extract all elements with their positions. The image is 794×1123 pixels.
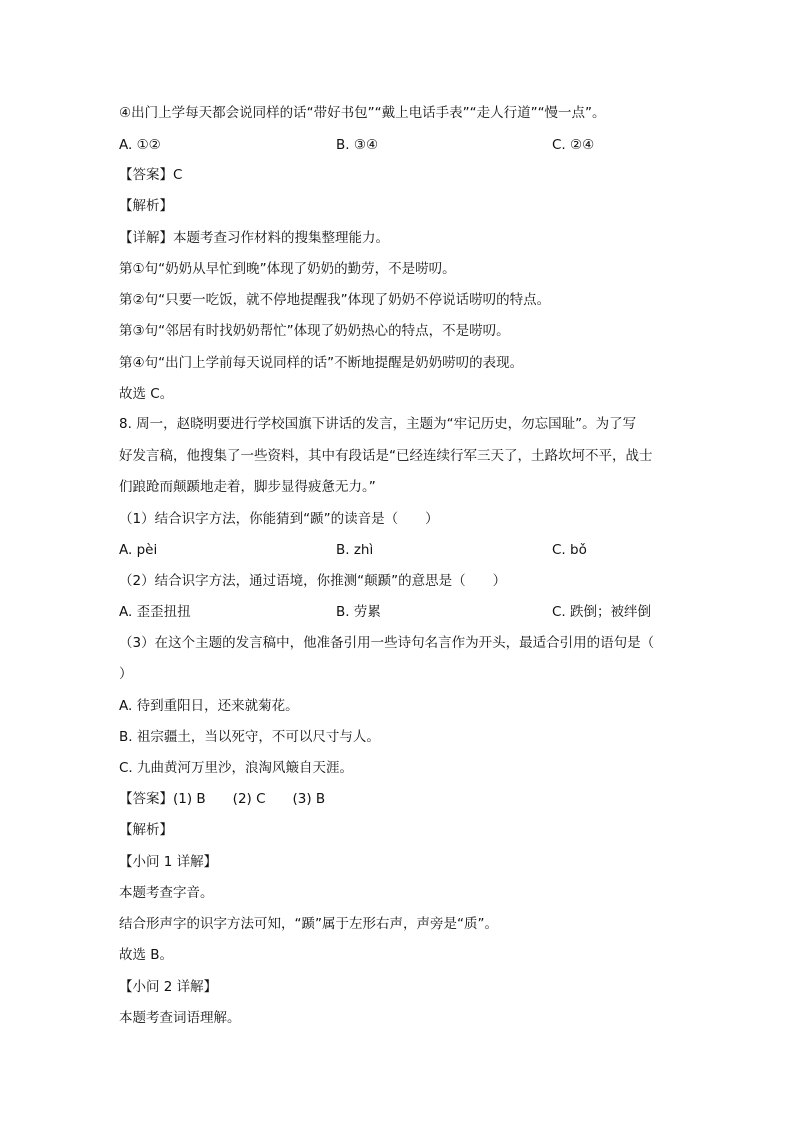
q7-detail: 【详解】本题考查习作材料的搜集整理能力。 [119,230,389,246]
q8-sub3-option-b: B. 祖宗疆土，当以死守，不可以尺寸与人。 [119,729,380,745]
q8-sub2-detail: 本题考查词语理解。 [119,1010,241,1026]
q8-stem-line: 8. 周一，赵晓明要进行学校国旗下讲话的发言，主题为“牢记历史，勿忘国耻”。为了写 [119,416,637,432]
q8-answer: 【答案】(1) B (2) C (3) B [119,791,326,807]
q7-option-b: B. ③④ [336,137,379,153]
q7-analysis-line: 第①句“奶奶从早忙到晚”体现了奶奶的勤劳，不是唠叨。 [119,261,456,277]
q8-sub1-question: （1）结合识字方法，你能猜到“踬”的读音是（ ） [119,511,439,527]
q8-sub1-conclusion: 故选 B。 [119,947,174,963]
q8-sub2-option-b: B. 劳累 [336,604,381,620]
q8-sub1-detail-line: 本题考查字音。 [119,885,214,901]
q7-option-c: C. ②④ [552,137,595,153]
q8-sub2-option-a: A. 歪歪扭扭 [119,604,191,620]
q8-sub3-question: （3）在这个主题的发言稿中，他准备引用一些诗句名言作为开头，最适合引用的语句是（ [119,635,655,651]
q8-sub2-option-c: C. 跌倒；被绊倒 [552,604,652,620]
q8-sub3-question-end: ） [119,666,133,682]
q8-sub1-option-a: A. pèi [119,542,158,558]
q7-answer: 【答案】C [119,167,183,183]
q8-sub1-option-b: B. zhì [336,542,374,558]
q8-stem-line: 好发言稿，他搜集了一些资料，其中有段话是“已经连续行军三天了，土路坎坷不平，战士 [119,448,653,464]
q8-sub1-detail-line: 结合形声字的识字方法可知，“踬”属于左形右声，声旁是“质”。 [119,916,498,932]
q8-sub1-option-c: C. bǒ [552,542,587,558]
q8-sub3-option-c: C. 九曲黄河万里沙，浪淘风簸自天涯。 [119,760,354,776]
q7-conclusion: 故选 C。 [119,386,174,402]
q8-sub2-question: （2）结合识字方法，通过语境，你推测“颠踬”的意思是（ ） [119,573,507,589]
q8-stem-line: 们踉跄而颠踬地走着，脚步显得疲惫无力。” [119,479,376,495]
q8-analysis-label: 【解析】 [119,822,173,838]
q7-analysis-label: 【解析】 [119,198,173,214]
q7-item-4: ④出门上学每天都会说同样的话“带好书包”“戴上电话手表”“走人行道”“慢一点”。 [119,105,606,121]
q8-sub2-detail-label: 【小问 2 详解】 [119,979,218,995]
q7-option-a: A. ①② [119,137,161,153]
q8-sub3-option-a: A. 待到重阳日，还来就菊花。 [119,698,299,714]
q8-sub1-detail-label: 【小问 1 详解】 [119,854,218,870]
q7-analysis-line: 第②句“只要一吃饭，就不停地提醒我”体现了奶奶不停说话唠叨的特点。 [119,292,551,308]
q7-analysis-line: 第④句“出门上学前每天说同样的话”不断地提醒是奶奶唠叨的表现。 [119,355,524,371]
q7-analysis-line: 第③句“邻居有时找奶奶帮忙”体现了奶奶热心的特点，不是唠叨。 [119,323,510,339]
